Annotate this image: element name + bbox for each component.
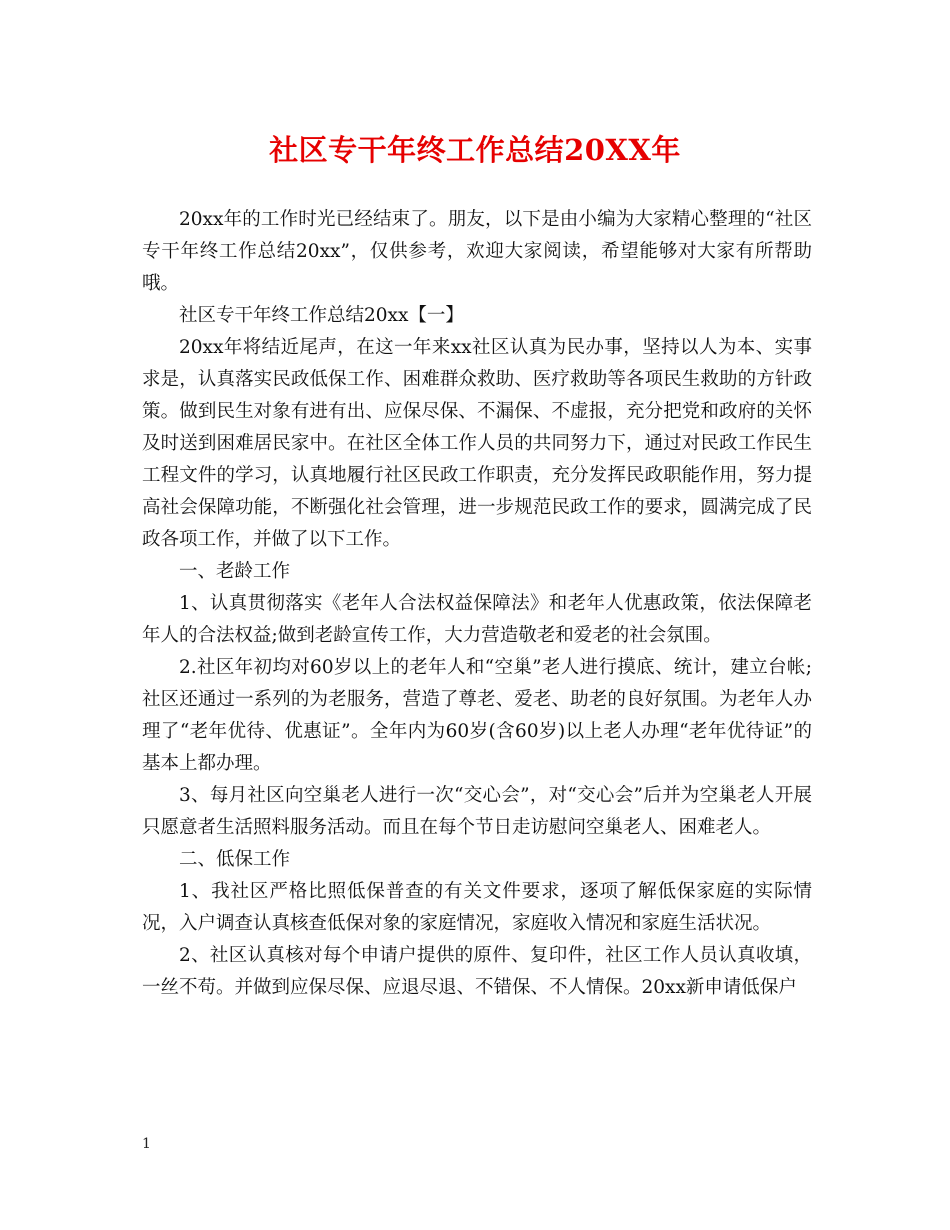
- document-body: [142, 204, 812, 1004]
- section-heading-elderly-work: 一、老龄工作: [179, 561, 291, 582]
- page-number: 1: [142, 1136, 151, 1152]
- section-heading-part-one: 社区专干年终工作总结20xx【一】: [179, 305, 464, 326]
- paragraph-low-income-item-1: 1、我社区严格比照低保普查的有关文件要求，逐项了解低保家庭的实际情况，入户调查认真核查低保对象的家庭情况，家庭收入情况和家庭生活状况。: [142, 881, 812, 934]
- section-heading-low-income-work: 二、低保工作: [179, 849, 291, 870]
- paragraph-elderly-item-1: 1、认真贯彻落实《老年人合法权益保障法》和老年人优惠政策，依法保障老年人的合法权益;做到老龄宣传工作，大力营造敬老和爱老的社会氛围。: [142, 593, 812, 646]
- paragraph-summary: 20xx年将结近尾声，在这一年来xx社区认真为民办事，坚持以人为本、实事求是，认真落实民政低保工作、困难群众救助、医疗救助等各项民生救助的方针政策。做到民生对象有进有出、应保尽保、不漏保、不虚报，充分把党和政府的关怀及时送到困难居民家中。在社区全体工作人员的共同努力下，通过对民政工作民生工程文件的学习，认真地履行社区民政工作职责，充分发挥民政职能作用，努力提高社会保障功能，不断强化社会管理，进一步规范民政工作的要求，圆满完成了民政各项工作，并做了以下工作。: [142, 337, 812, 550]
- paragraph-elderly-item-3: 3、每月社区向空巢老人进行一次“交心会”，对“交心会”后并为空巢老人开展只愿意者生活照料服务活动。而且在每个节日走访慰问空巢老人、困难老人。: [142, 785, 812, 838]
- document-title: 社区专干年终工作总结20XX年: [269, 133, 681, 167]
- paragraph-elderly-item-2: 2.社区年初均对60岁以上的老年人和“空巢”老人进行摸底、统计，建立台帐; 社区还通过一系列的为老服务，营造了尊老、爱老、助老的良好氛围。为老年人办理了“老年优待、优惠证”。全年内为60岁(含60岁)以上老人办理“老年优待证”的基本上都办理。: [142, 657, 812, 774]
- paragraph-intro: 20xx年的工作时光已经结束了。朋友，以下是由小编为大家精心整理的“社区专干年终工作总结20xx”，仅供参考，欢迎大家阅读，希望能够对大家有所帮助哦。: [142, 209, 812, 294]
- paragraph-low-income-item-2: 2、社区认真核对每个申请户提供的原件、复印件，社区工作人员认真收填，一丝不苟。并做到应保尽保、应退尽退、不错保、不人情保。20xx新申请低保户: [142, 945, 812, 998]
